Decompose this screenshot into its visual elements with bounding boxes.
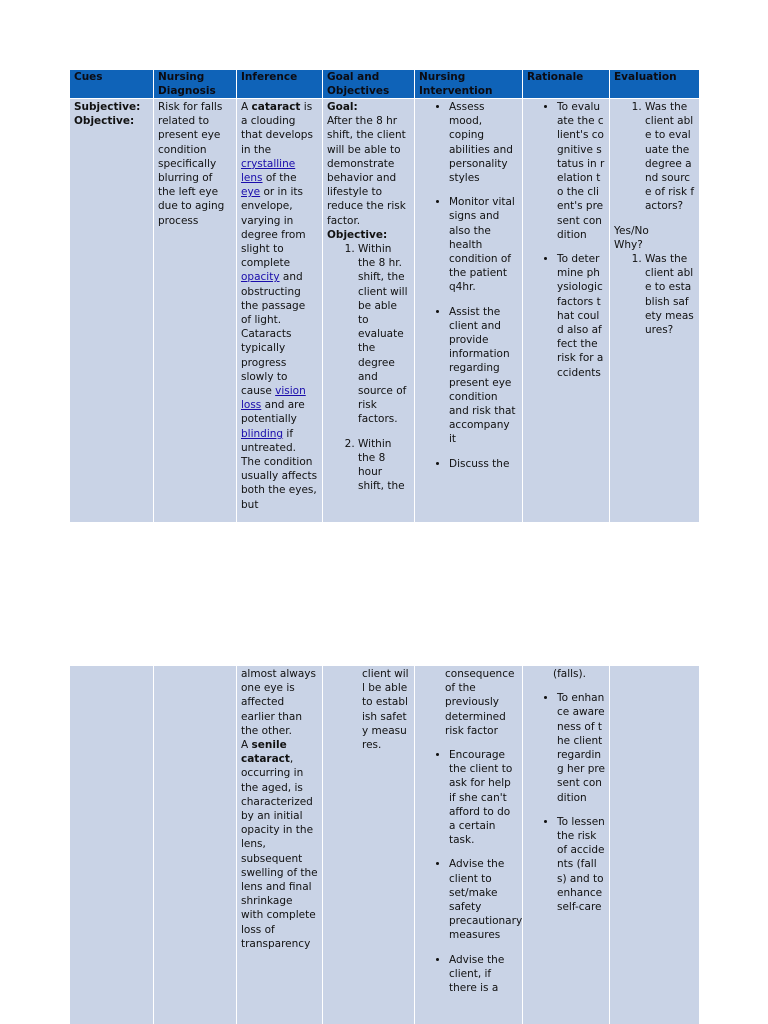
rationale-cell-cont <box>523 666 609 1024</box>
list-item: 1. Within the 8 hr. shift, the client will be able to evaluate the degree and source of risk factors. <box>358 242 410 427</box>
rationale-cell <box>523 99 609 522</box>
cues-cell-cont <box>70 666 153 1024</box>
list-item: • To determine physiologic factors that could also affect the risk for accidents <box>557 252 605 380</box>
link-opacity[interactable]: opacity <box>241 271 280 284</box>
intervention-cell-cont <box>415 666 522 1024</box>
evaluation-cell-cont <box>610 666 699 1024</box>
diagnosis-text: Risk for falls related to present eye condition specifically blurring of the left eye due to aging process <box>158 101 225 227</box>
list-item: • Advise the client to set/make safety precautionary measures <box>449 857 518 942</box>
why-text: Why? <box>614 238 643 251</box>
header-nursing-intervention: Nursing Intervention <box>415 70 522 98</box>
inference-cell-cont <box>237 666 322 1024</box>
header-evaluation: Evaluation <box>610 70 699 98</box>
goal-cell <box>323 99 414 522</box>
list-item: • Monitor vital signs and also the health condition of the patient q4hr. <box>449 195 518 294</box>
header-goal-objectives: Goal and Objectives <box>323 70 414 98</box>
list-item: • Encourage the client to ask for help if she can't afford to do a certain task. <box>449 748 518 847</box>
care-plan-table-page2 <box>70 666 699 1024</box>
list-item: 2. Within the 8 hour shift, the <box>358 437 410 494</box>
term-cataract: cataract <box>251 101 301 113</box>
diagnosis-cell <box>154 99 236 522</box>
yes-no-text: Yes/No <box>614 224 649 237</box>
list-item: • To enhance awareness of the client regarding her present condition <box>557 691 605 805</box>
rationales-list <box>527 100 605 380</box>
intervention-cell <box>415 99 522 522</box>
senile-cataract-text: A senile cataract, occurring in the aged, is characterized by an initial opacity in the lens, subsequent swelling of the lens and final shrinkage with complete loss of transparency <box>241 739 318 950</box>
goal-cell-cont <box>323 666 414 1024</box>
list-item: • Assess mood, coping abilities and personality styles <box>449 100 518 185</box>
list-item: 1. Was the client able to establish safety measures? <box>645 252 695 337</box>
header-cues: Cues <box>70 70 153 98</box>
rationales-list-cont <box>527 691 605 914</box>
objective-heading: Objective: <box>327 228 388 241</box>
evaluation-cell <box>610 99 699 522</box>
evaluation-list-2 <box>614 252 695 337</box>
inference-cont-text: almost always one eye is affected earlier than the other. <box>241 668 316 737</box>
goal-cont-text: client will be able to establish safety measures. <box>362 668 409 752</box>
evaluation-list-1 <box>614 100 695 214</box>
list-item: 1. Was the client able to evaluate the degree and source of risk factors? <box>645 100 695 214</box>
objective-label: Objective: <box>74 115 135 128</box>
list-item: • To evaluate the client's cognitive status in relation to the client's present condition <box>557 100 605 242</box>
list-item: • Assist the client and provide information regarding present eye condition and risk that accompany it <box>449 305 518 447</box>
goal-text: After the 8 hr shift, the client will be able to demonstrate behavior and lifestyle to reduce the risk factor. <box>327 115 406 227</box>
diagnosis-cell-cont <box>154 666 236 1024</box>
intervention-cont-text: consequence of the previously determined risk factor <box>445 668 515 737</box>
link-vision-loss[interactable]: vision loss <box>241 385 306 412</box>
subjective-label: Subjective: <box>74 101 141 113</box>
interventions-list <box>419 100 518 471</box>
header-rationale: Rationale <box>523 70 609 98</box>
link-crystalline-lens[interactable]: crystalline lens <box>241 157 296 185</box>
header-inference: Inference <box>237 70 322 98</box>
rationale-cont-text: (falls). <box>553 668 586 680</box>
list-item: • To lessen the risk of accidents (falls) and to enhance self-care <box>557 815 605 914</box>
header-nursing-diagnosis: Nursing Diagnosis <box>154 70 236 98</box>
link-eye[interactable]: eye <box>241 186 261 199</box>
list-item: • Advise the client, if there is a <box>449 953 518 996</box>
table-header-row <box>70 70 699 98</box>
link-blinding[interactable]: blinding <box>241 427 284 440</box>
inference-cell <box>237 99 322 522</box>
objectives-list <box>327 242 410 493</box>
term-senile-cataract: senile cataract <box>241 739 290 766</box>
cues-cell <box>70 99 153 522</box>
interventions-list-cont <box>419 748 522 995</box>
care-plan-table-page1 <box>70 70 699 522</box>
inference-text: A cataract is a clouding that develops in the crystalline lens of the eye or in its envelope, varying in degree from slight to complete opacity and obstructing the passage of light. Cataracts typically progress slowly to cause vision loss and are potentially blinding if untreated. The condition usually affects both the eyes, but <box>241 101 318 511</box>
list-item: • Discuss the <box>449 457 518 471</box>
goal-label: Goal: <box>327 101 358 113</box>
